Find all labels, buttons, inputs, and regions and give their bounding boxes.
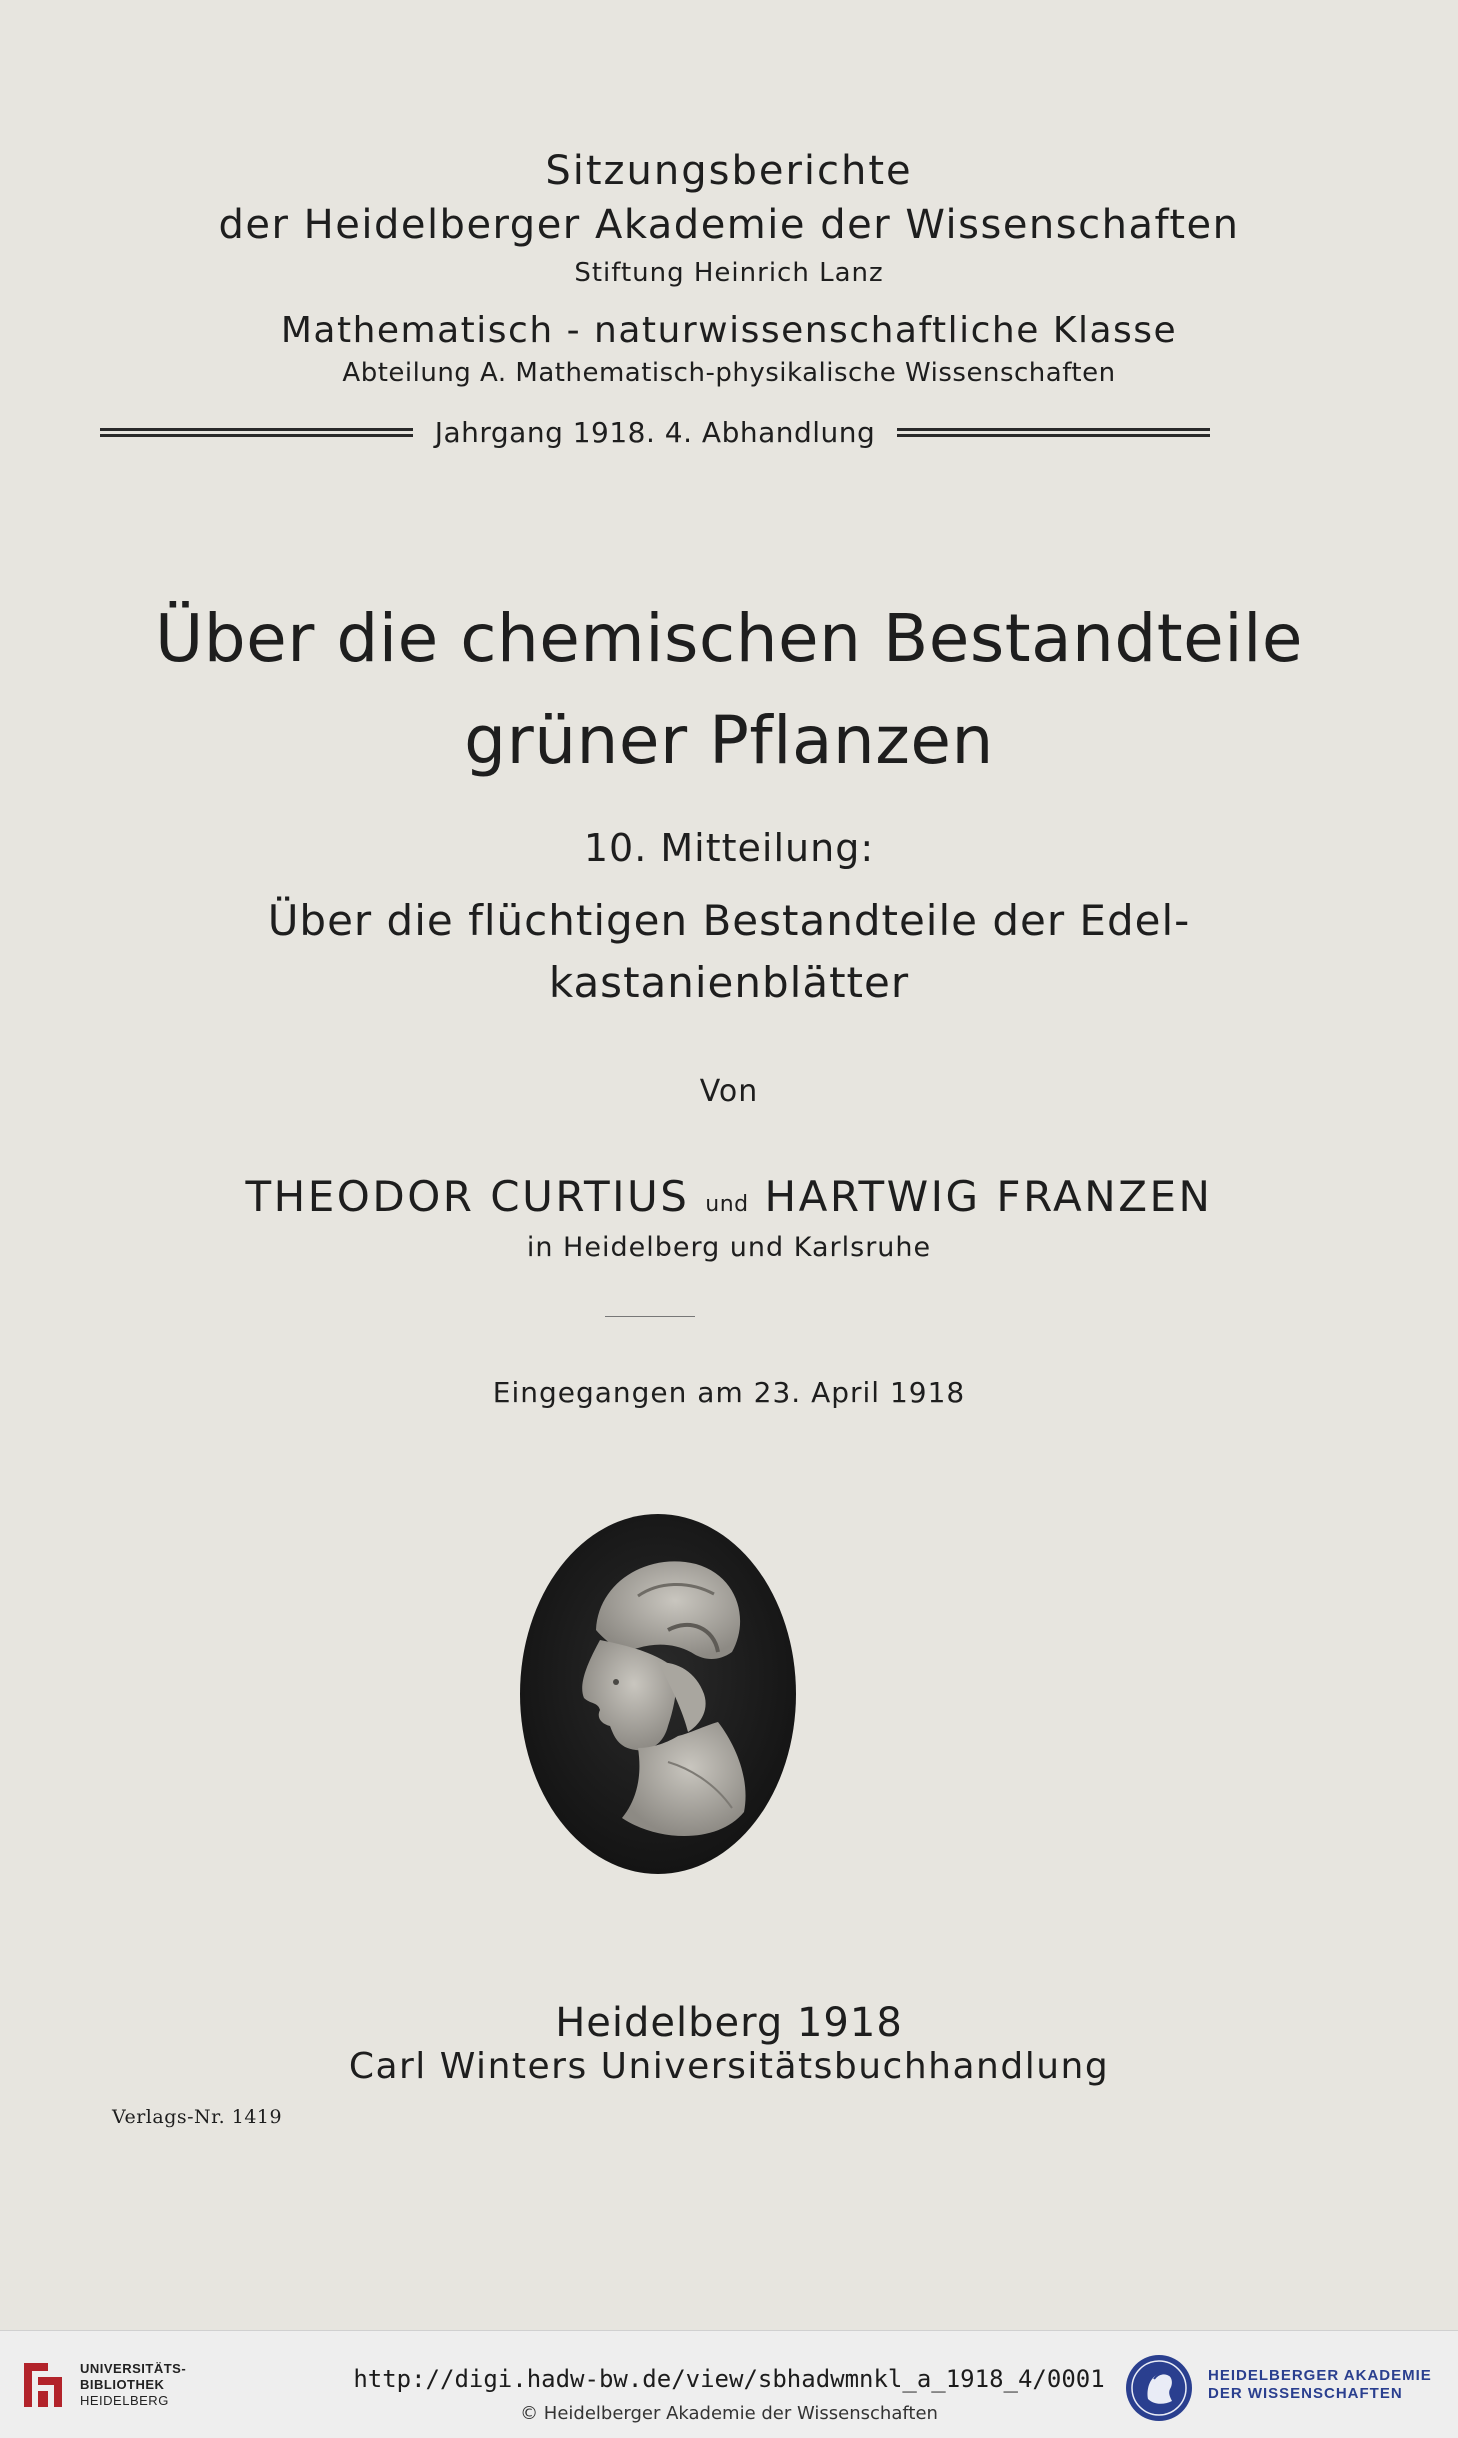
place-year: Heidelberg 1918	[555, 2000, 903, 2046]
main-title-line-2: grüner Pflanzen	[464, 702, 994, 779]
part-number: 10. Mitteilung:	[583, 826, 875, 870]
athena-cameo-icon	[518, 1512, 798, 1876]
authors-line	[0, 1172, 1458, 1221]
ub-line-3: HEIDELBERG	[80, 2393, 169, 2408]
von-label: Von	[699, 1074, 759, 1109]
double-rule-right	[897, 428, 1210, 437]
series-title: Sitzungsberichte	[545, 148, 913, 194]
double-rule-left	[100, 428, 413, 437]
publisher: Carl Winters Universitätsbuchhandlung	[348, 2046, 1110, 2087]
hadw-line-1: HEIDELBERGER AKADEMIE	[1208, 2367, 1432, 2384]
year-volume-row	[100, 412, 1210, 452]
ub-line-2: BIBLIOTHEK	[80, 2377, 165, 2392]
division-line: Abteilung A. Mathematisch-physikalische Wissenschaften	[342, 358, 1116, 388]
academy-name-footer	[1208, 2367, 1432, 2403]
separator-rule	[605, 1316, 695, 1317]
academy-seal-icon	[1124, 2353, 1194, 2423]
und-connector: und	[705, 1192, 749, 1217]
year-volume: Jahrgang 1918. 4. Abhandlung	[434, 415, 876, 449]
hadw-line-2: DER WISSENSCHAFTEN	[1208, 2385, 1403, 2402]
academy-name: der Heidelberger Akademie der Wissenschaften	[218, 202, 1240, 248]
foundation-line: Stiftung Heinrich Lanz	[574, 258, 884, 288]
class-name: Mathematisch - naturwissenschaftliche Klasse	[280, 310, 1178, 351]
document-url-link[interactable]: http://digi.hadw-bw.de/view/sbhadwmnkl_a_1918_4/0001	[353, 2365, 1105, 2393]
author-2: HARTWIG FRANZEN	[764, 1172, 1213, 1221]
digitization-footer	[0, 2330, 1458, 2438]
main-title-line-1: Über die chemischen Bestandteile	[154, 600, 1304, 677]
ub-line-1: UNIVERSITÄTS-	[80, 2361, 187, 2376]
subtitle-line-1: Über die flüchtigen Bestandteile der Edel-	[267, 896, 1191, 945]
copyright-notice: © Heidelberger Akademie der Wissenschaften	[520, 2403, 938, 2424]
author-1: THEODOR CURTIUS	[245, 1172, 690, 1221]
verlag-number: Verlags-Nr. 1419	[112, 2106, 283, 2128]
received-date: Eingegangen am 23. April 1918	[492, 1376, 966, 1409]
subtitle-line-2: kastanienblätter	[548, 958, 910, 1007]
authors-location: in Heidelberg und Karlsruhe	[526, 1232, 932, 1263]
